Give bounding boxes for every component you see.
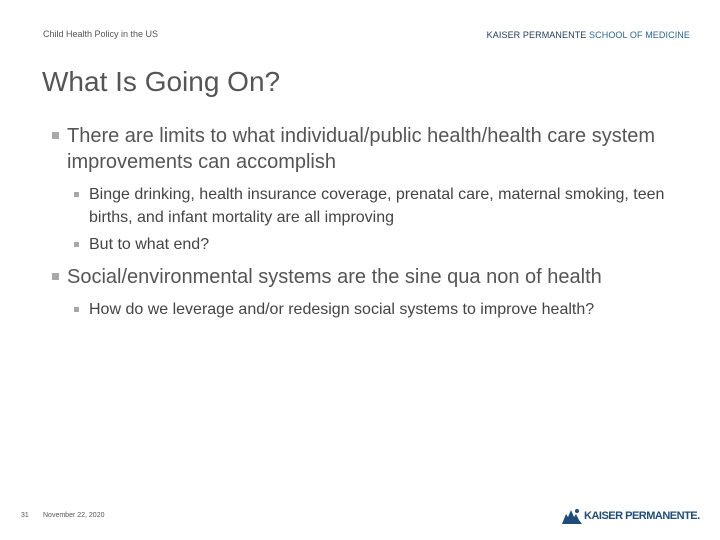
header-school-name	[487, 30, 690, 40]
square-bullet-icon	[52, 273, 59, 280]
bullet-text: But to what end?	[89, 236, 210, 253]
square-bullet-icon	[74, 307, 79, 312]
bullet-text: How do we leverage and/or redesign social systems to improve health?	[89, 301, 595, 318]
footer-date: November 22, 2020	[43, 512, 105, 519]
bullet-text: There are limits to what individual/public health/health care system improvements can accomplish	[67, 125, 656, 173]
header-course-title: Child Health Policy in the US	[43, 29, 159, 39]
page-number: 31	[21, 512, 29, 519]
bullet-level1	[52, 264, 692, 290]
kaiser-permanente-logo	[562, 505, 700, 527]
bullet-text: Binge drinking, health insurance coverage, prenatal care, maternal smoking, teen births, and infant mortality are all improving	[89, 186, 665, 226]
logo-text: KAISER PERMANENTE.	[584, 510, 700, 522]
bullet-level2	[52, 298, 692, 321]
header-brand: KAISER PERMANENTE	[486, 30, 587, 40]
square-bullet-icon	[74, 242, 79, 247]
bullet-level2	[52, 183, 692, 229]
slide-title: What Is Going On?	[42, 66, 281, 97]
bullet-text: Social/environmental systems are the sine qua non of health	[67, 266, 602, 288]
slide-content	[52, 123, 692, 325]
square-bullet-icon	[52, 132, 59, 139]
bullet-level1	[52, 123, 692, 175]
bullet-level2	[52, 233, 692, 256]
square-bullet-icon	[74, 192, 79, 197]
header-school: SCHOOL OF MEDICINE	[589, 30, 690, 40]
kaiser-permanente-logo-icon	[562, 508, 582, 524]
